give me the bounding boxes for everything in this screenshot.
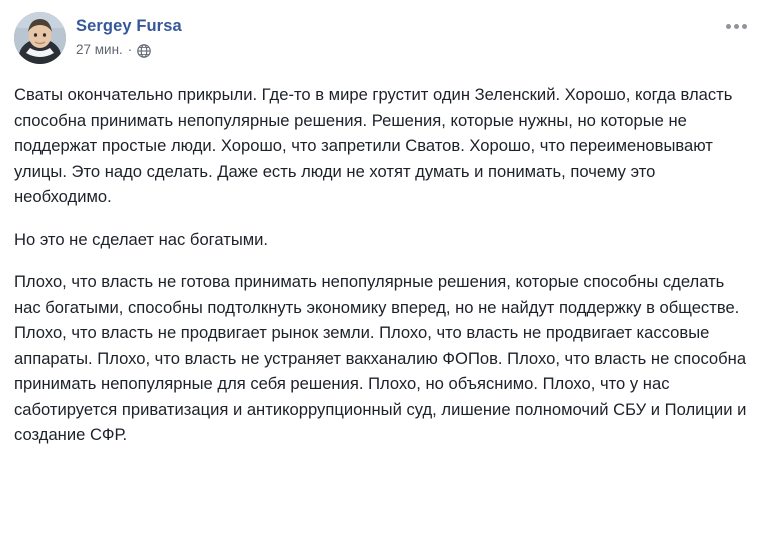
meta-separator: · [127, 42, 133, 57]
user-avatar-image [14, 12, 66, 64]
author-name[interactable]: Sergey Fursa [76, 17, 182, 35]
post-meta [76, 42, 182, 58]
post-timestamp[interactable]: 27 мин. [76, 42, 123, 57]
post-paragraph: Но это не сделает нас богатыми. [14, 229, 269, 249]
post-header-text [76, 12, 182, 58]
post-header [0, 0, 761, 64]
post-paragraph: Плохо, что власть не готова принимать непопулярные решения, которые способны сделать нас богатыми, способны подтолкнуть экономику вперед, но не найдут поддержку в обществе. Плохо, что власть не продвигает рынок земли. Плохо, что власть не продвигает кассовые аппараты. Плохо, что власть не устраняет вакханалию ФОПов. Плохо, что власть не способна принимать непопулярные для себя решения. Плохо, но объяснимо. Плохо, что у нас саботируется приватизация и антикоррупционный суд, лишение полномочий СБУ и Полиции и создание СФР. [14, 272, 751, 444]
more-options-dot [742, 24, 747, 29]
post-paragraph: Сваты окончательно прикрыли. Где-то в мире грустит один Зеленский. Хорошо, когда власть способна принимать непопулярные решения. Решения, которые нужны, но которые не поддержат простые люди. Хорошо, что запретили Сватов. Хорошо, что переименовывают улицы. Это надо сделать. Даже есть люди не хотят думать и понимать, почему это необходимо. [14, 85, 738, 206]
more-options-button[interactable] [717, 16, 747, 36]
globe-icon[interactable] [137, 44, 151, 58]
post-body [0, 64, 761, 448]
globe-icon-svg [137, 44, 151, 58]
more-options-dot [734, 24, 739, 29]
avatar[interactable] [14, 12, 66, 64]
more-options-dot [726, 24, 731, 29]
